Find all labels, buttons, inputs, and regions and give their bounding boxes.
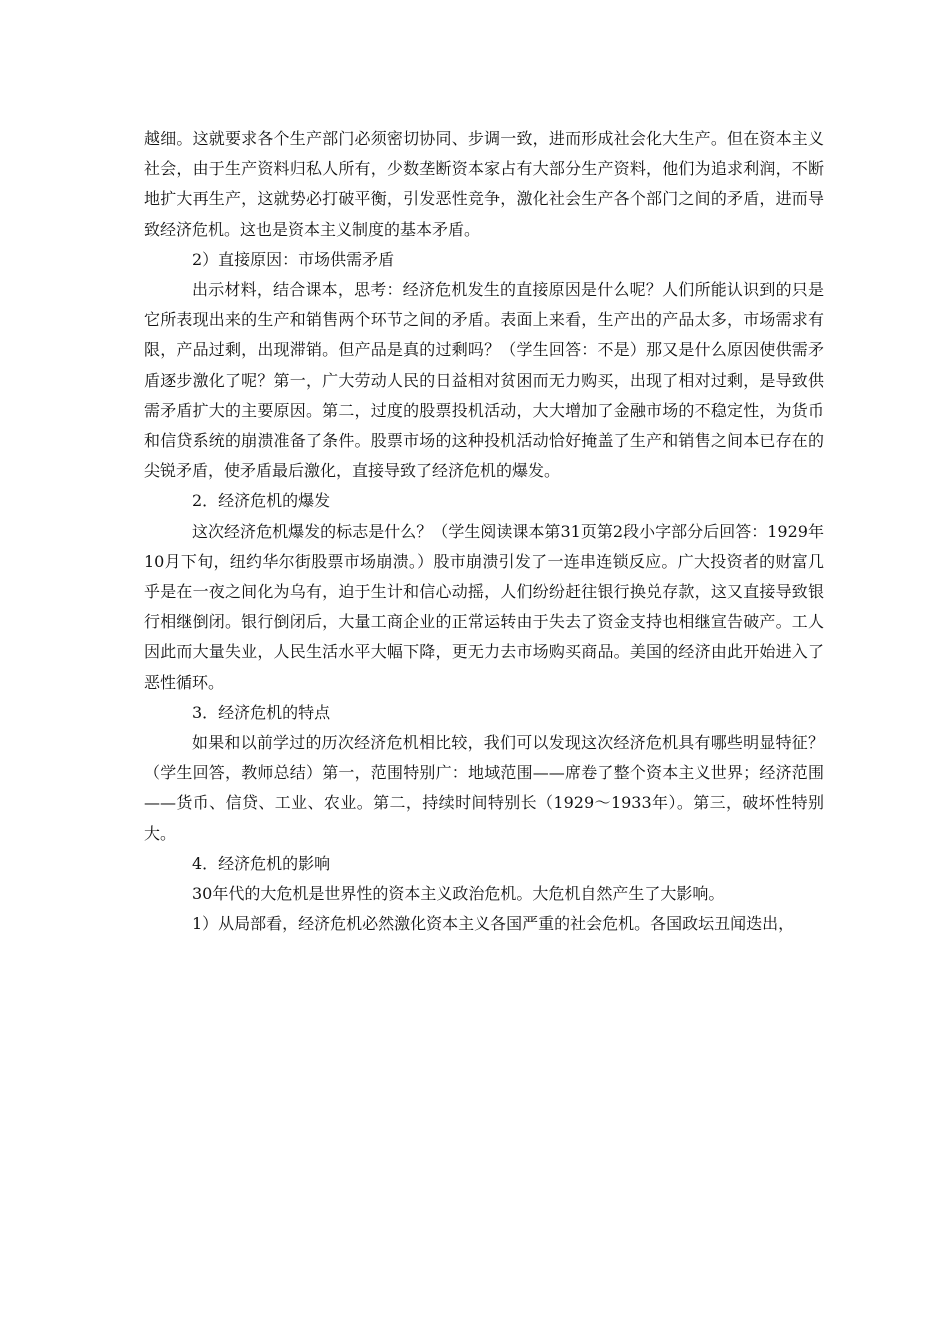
paragraph-impact-local: 1）从局部看，经济危机必然激化资本主义各国严重的社会危机。各国政坛丑闻迭出， <box>192 914 795 934</box>
heading-crisis-impact: 4．经济危机的影响 <box>192 853 331 873</box>
heading-crisis-outbreak: 2．经济危机的爆发 <box>192 491 331 511</box>
paragraph-root-cause-continued: 越细。这就要求各个生产部门必须密切协同、步调一致，进而形成社会化大生产。但在资本主义社会，由于生产资料归私人所有，少数垄断资本家占有大部分生产资料，他们为追求利润，不断地扩大再生产，这就势必打破平衡，引发恶性竞争，激化社会生产各个部门之间的矛盾，进而导致经济危机。这也是资本主义制度的基本矛盾。 <box>144 129 824 239</box>
paragraph-impact-intro: 30年代的大危机是世界性的资本主义政治危机。大危机自然产生了大影响。 <box>192 884 725 904</box>
document-body <box>144 124 824 939</box>
paragraph-direct-cause: 出示材料，结合课本，思考：经济危机发生的直接原因是什么呢？人们所能认识到的只是它所表现出来的生产和销售两个环节之间的矛盾。表面上来看，生产出的产品太多，市场需求有限，产品过剩，出现滞销。但产品是真的过剩吗？（学生回答：不是）那又是什么原因使供需矛盾逐步激化了呢？第一，广大劳动人民的日益相对贫困而无力购买，出现了相对过剩，是导致供需矛盾扩大的主要原因。第二，过度的股票投机活动，大大增加了金融市场的不稳定性，为货币和信贷系统的崩溃准备了条件。股票市场的这种投机活动恰好掩盖了生产和销售之间本已存在的尖锐矛盾，使矛盾最后激化，直接导致了经济危机的爆发。 <box>144 280 824 481</box>
subheading-direct-cause: 2）直接原因：市场供需矛盾 <box>192 249 395 269</box>
paragraph-crisis-outbreak: 这次经济危机爆发的标志是什么？（学生阅读课本第31页第2段小字部分后回答：1929年10月下旬，纽约华尔街股票市场崩溃。）股市崩溃引发了一连串连锁反应。广大投资者的财富几乎是在一夜之间化为乌有，迫于生计和信心动摇，人们纷纷赶往银行换兑存款，这又直接导致银行相继倒闭。银行倒闭后，大量工商企业的正常运转由于失去了资金支持也相继宣告破产。工人因此而大量失业，人民生活水平大幅下降，更无力去市场购买商品。美国的经济由此开始进入了恶性循环。 <box>144 521 824 692</box>
heading-crisis-features: 3．经济危机的特点 <box>192 702 331 722</box>
paragraph-crisis-features: 如果和以前学过的历次经济危机相比较，我们可以发现这次经济危机具有哪些明显特征？（学生回答，教师总结）第一，范围特别广：地域范围——席卷了整个资本主义世界；经济范围——货币、信贷、工业、农业。第二，持续时间特别长（1929～1933年）。第三，破坏性特别大。 <box>144 733 824 843</box>
